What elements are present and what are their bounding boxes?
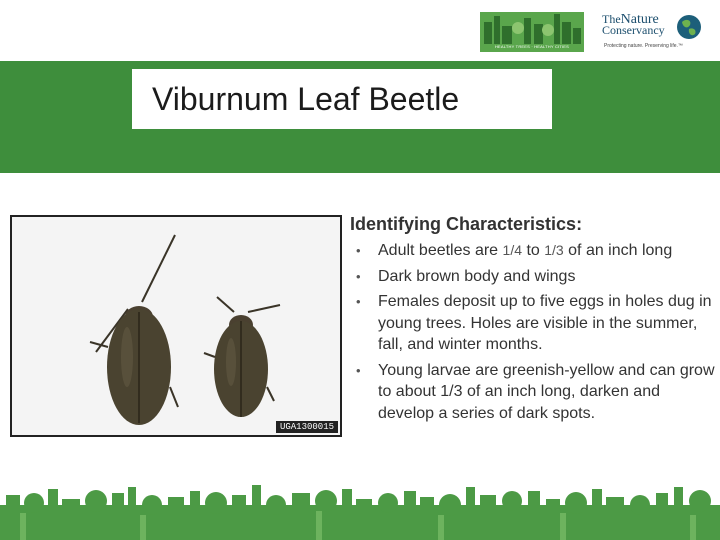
beetles-image	[12, 217, 340, 435]
tnc-wordmark	[602, 14, 674, 36]
nature-conservancy-logo	[602, 12, 706, 52]
slide-title: Viburnum Leaf Beetle	[132, 69, 552, 129]
beetle-photo	[10, 215, 342, 437]
tnc-name-conservancy: Conservancy	[602, 23, 665, 37]
photo-id-label: UGA1300015	[276, 421, 338, 433]
characteristics-heading: Identifying Characteristics:	[350, 214, 583, 234]
bullet-icon: •	[356, 268, 361, 284]
globe-leaf-icon	[676, 14, 702, 40]
list-item: • Females deposit up to five eggs in holes dug in young trees. Holes are visible in the summer, fall, and winter months.	[356, 293, 712, 353]
healthy-trees-tagline: HEALTHY TREES · HEALTHY CITIES	[494, 44, 570, 49]
characteristics-list	[356, 240, 716, 428]
healthy-trees-logo	[480, 12, 584, 52]
bullet-icon: •	[356, 362, 361, 378]
tnc-name-nature: Nature	[620, 12, 659, 27]
bullet-icon: •	[356, 243, 361, 258]
list-item: • Young larvae are greenish-yellow and can grow to about 1/3 of an inch long, darken and develop a series of dark spots.	[356, 361, 715, 422]
tnc-tagline: Protecting nature. Preserving life.™	[604, 43, 683, 49]
list-item: • Adult beetles are 1/4 to 1/3 of an inch long	[356, 240, 716, 262]
list-item: • Dark brown body and wings	[356, 266, 716, 288]
bullet-icon: •	[356, 294, 361, 309]
tnc-name-the: The	[602, 12, 621, 26]
skyline-footer	[0, 485, 720, 540]
